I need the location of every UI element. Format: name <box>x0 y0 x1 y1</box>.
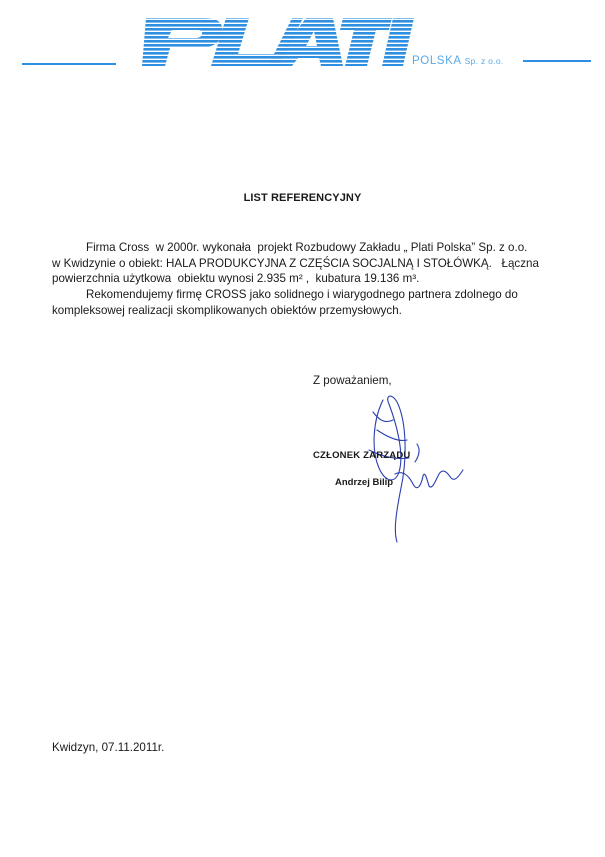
signer-name: Andrzej Bilip <box>335 477 394 488</box>
salutation: Z poważaniem, <box>313 374 392 387</box>
body-line: w Kwidzynie o obiekt: HALA PRODUKCYJNA Z CZĘŚCIA SOCJALNĄ I STOŁÓWKĄ. Łączna <box>52 256 539 270</box>
letterhead <box>0 0 605 80</box>
legal-form: Sp. z o.o. <box>464 56 504 66</box>
brand-word: POLSKA <box>412 55 462 67</box>
body-line: kompleksowej realizacji skomplikowanych obiektów przemysłowych. <box>52 303 402 317</box>
signer-role: CZŁONEK ZARZĄDU <box>313 450 411 461</box>
plati-logo <box>0 0 605 80</box>
letter-body <box>52 240 572 319</box>
body-line: powierzchnia użytkowa obiektu wynosi 2.935 m² , kubatura 19.136 m³. <box>52 272 420 286</box>
body-line: Firma Cross w 2000r. wykonała projekt Rozbudowy Zakładu „ Plati Polska” Sp. z o.o. <box>86 241 528 254</box>
handwritten-signature <box>355 390 475 545</box>
company-suffix <box>412 55 504 67</box>
place-and-date: Kwidzyn, 07.11.2011r. <box>52 741 165 754</box>
body-line: Rekomendujemy firmę CROSS jako solidnego i wiarygodnego partnera zdolnego do <box>86 288 518 302</box>
document-title: LIST REFERENCYJNY <box>243 192 362 204</box>
